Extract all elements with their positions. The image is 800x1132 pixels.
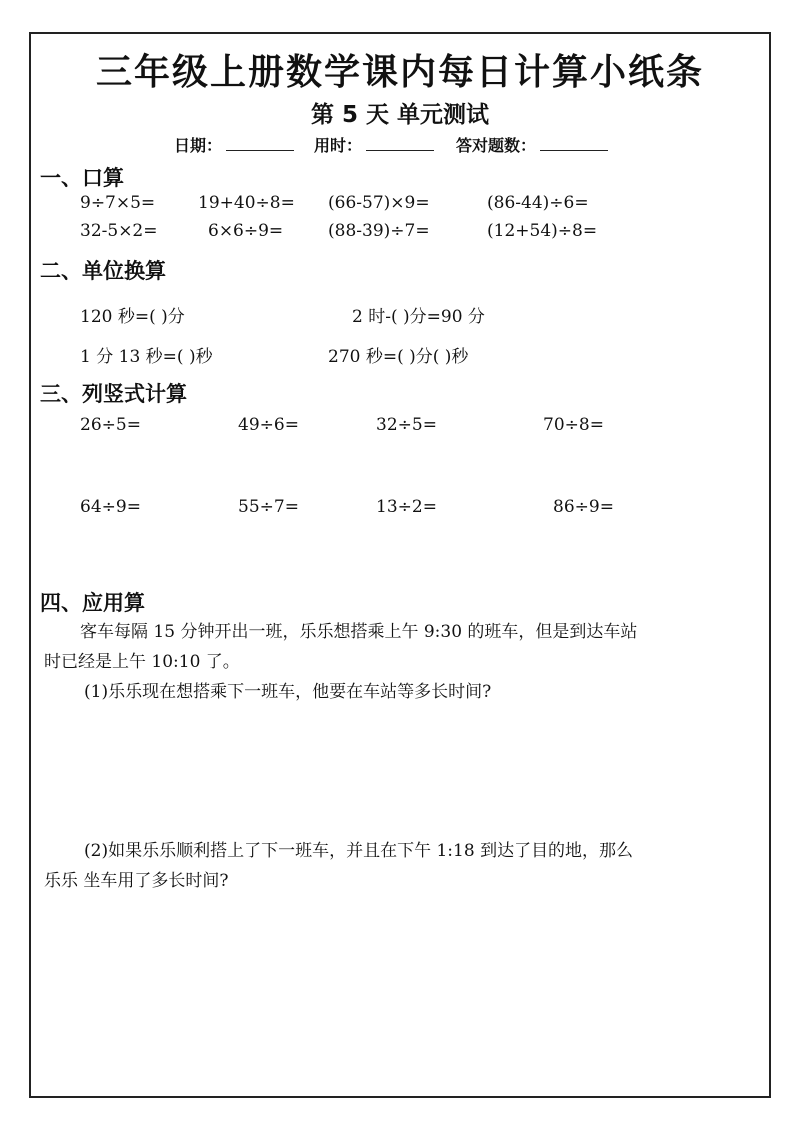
vertical-calc-item: 32÷5= bbox=[376, 415, 437, 435]
section-unit-conversion-heading: 二、单位换算 bbox=[40, 259, 166, 283]
time-field bbox=[314, 133, 434, 156]
vertical-calc-item: 26÷5= bbox=[80, 415, 141, 435]
mental-math-item: 19+40÷8= bbox=[198, 193, 295, 213]
worksheet-title: 三年级上册数学课内每日计算小纸条 bbox=[95, 52, 704, 93]
mental-math-item: (88-39)÷7= bbox=[328, 221, 430, 241]
worksheet-subtitle: 第 5 天 单元测试 bbox=[310, 102, 490, 128]
unit-conversion-item: 1 分 13 秒=( )秒 bbox=[80, 347, 213, 367]
mental-math-item: 9÷7×5= bbox=[80, 193, 156, 213]
date-blank bbox=[226, 136, 294, 151]
time-blank bbox=[366, 136, 434, 151]
mental-math-item: (66-57)×9= bbox=[328, 193, 430, 213]
mental-math-item: (12+54)÷8= bbox=[487, 221, 598, 241]
word-problem-intro-line2: 时已经是上午 10:10 了。 bbox=[44, 652, 240, 672]
time-label: 用时： bbox=[314, 136, 363, 155]
mental-math-item: (86-44)÷6= bbox=[487, 193, 589, 213]
vertical-calc-item: 70÷8= bbox=[543, 415, 604, 435]
unit-conversion-item: 120 秒=( )分 bbox=[80, 307, 185, 327]
word-problem-question-1: (1)乐乐现在想搭乘下一班车，他要在车站等多长时间? bbox=[84, 682, 492, 702]
section-mental-math-heading: 一、口算 bbox=[40, 166, 124, 190]
mental-math-item: 32-5×2= bbox=[80, 221, 158, 241]
correct-count-blank bbox=[540, 136, 608, 151]
word-problem-intro-line1: 客车每隔 15 分钟开出一班，乐乐想搭乘上午 9:30 的班车，但是到达车站 bbox=[80, 622, 638, 642]
section-vertical-calc-heading: 三、列竖式计算 bbox=[40, 382, 187, 406]
worksheet-border bbox=[29, 32, 771, 1098]
date-field bbox=[174, 133, 294, 156]
correct-count-field bbox=[456, 133, 608, 156]
unit-conversion-item: 2 时-( )分=90 分 bbox=[352, 307, 485, 327]
word-problem-question-2-line1: (2)如果乐乐顺利搭上了下一班车，并且在下午 1:18 到达了目的地，那么 bbox=[84, 841, 634, 861]
vertical-calc-item: 86÷9= bbox=[553, 497, 614, 517]
word-problem-question-2-line2: 乐乐 坐车用了多长时间? bbox=[44, 871, 229, 891]
vertical-calc-item: 55÷7= bbox=[238, 497, 299, 517]
vertical-calc-item: 49÷6= bbox=[238, 415, 299, 435]
date-label: 日期： bbox=[174, 136, 223, 155]
vertical-calc-item: 13÷2= bbox=[376, 497, 437, 517]
mental-math-item: 6×6÷9= bbox=[208, 221, 284, 241]
unit-conversion-item: 270 秒=( )分( )秒 bbox=[328, 347, 469, 367]
vertical-calc-item: 64÷9= bbox=[80, 497, 141, 517]
section-word-problem-heading: 四、应用算 bbox=[40, 591, 145, 615]
correct-count-label: 答对题数： bbox=[456, 136, 537, 155]
